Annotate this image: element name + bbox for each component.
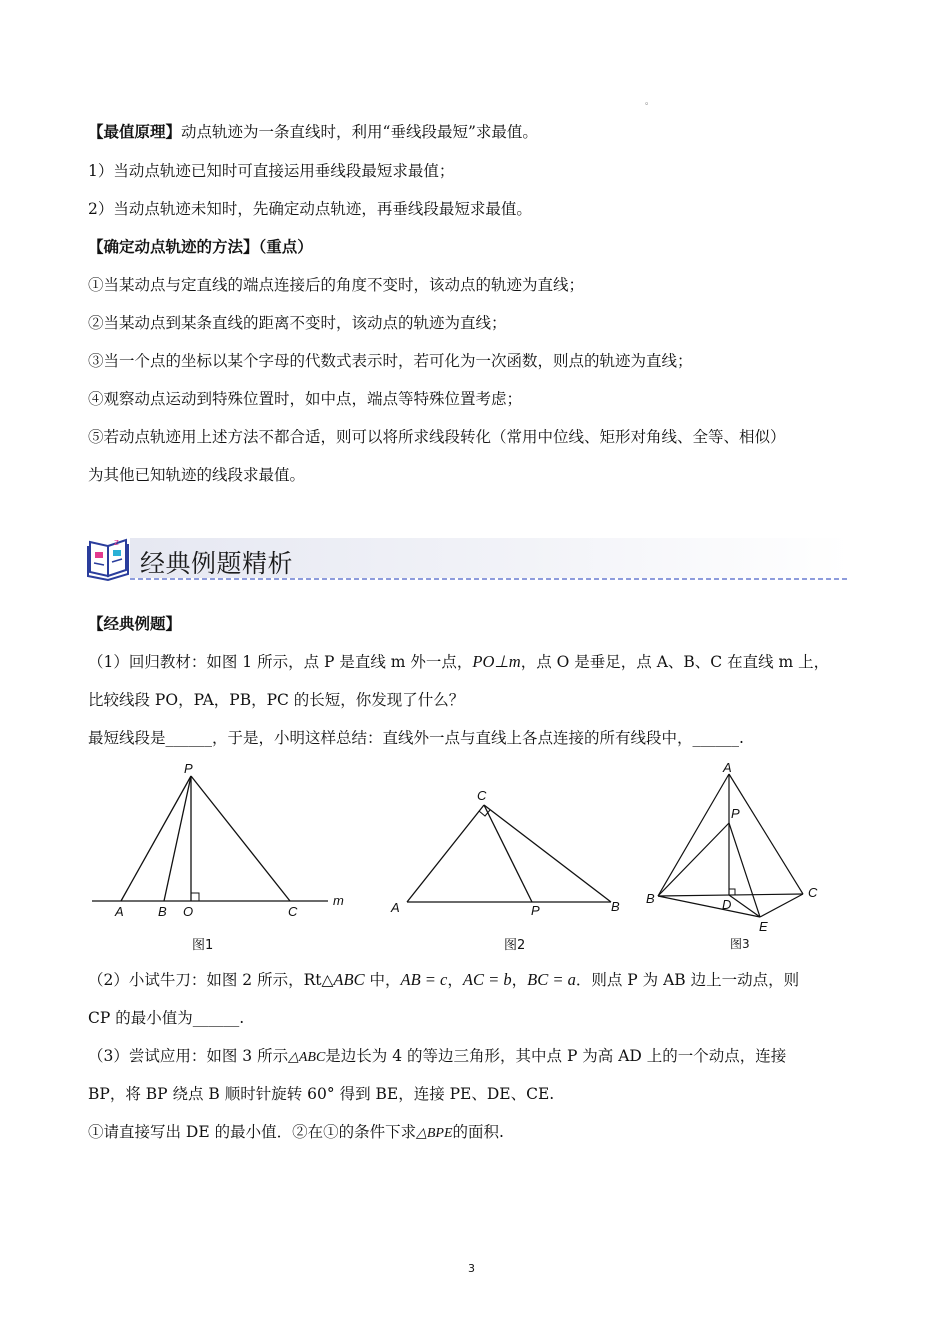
fig2-label-b: B [611, 899, 620, 914]
fig1-label-m: m [333, 893, 344, 908]
q1-text-b: ，点 O 是垂足，点 A、B、C 在直线 m 上， [520, 653, 830, 671]
q2-sep-1: ， [447, 971, 463, 989]
figure-1-caption: 图1 [192, 938, 214, 953]
q3-text-b: 是边长为 4 的等边三角形，其中点 P 为高 AD 上的一个动点，连接 [325, 1047, 787, 1065]
principle-label: 【最值原理】 [88, 123, 182, 141]
method-item-1: ①当某动点与定直线的端点连接后的角度不变时，该动点的轨迹为直线； [88, 276, 585, 294]
fig3-label-c: C [808, 885, 818, 900]
q3-line-1 [88, 1046, 786, 1068]
q2-formula-1: AB = c [400, 970, 448, 989]
fig1-label-p: P [184, 761, 193, 776]
book-icon [88, 538, 128, 580]
q1-formula: PO⊥m [472, 652, 521, 671]
q2-abc: ABC [333, 970, 365, 989]
figure-1 [88, 760, 358, 930]
fig3-label-e: E [759, 919, 768, 934]
fig3-label-b: B [646, 891, 655, 906]
figure-2 [385, 784, 635, 924]
q2-line-1 [88, 970, 799, 990]
page-number: 3 [468, 1262, 475, 1275]
q1-text-a: （1）回归教材：如图 1 所示，点 P 是直线 m 外一点， [88, 653, 473, 671]
method-item-4: ④观察动点运动到特殊位置时，如中点，端点等特殊位置考虑； [88, 390, 523, 408]
q3-text-c: ①请直接写出 DE 的最小值．②在①的条件下求 [88, 1123, 417, 1141]
q2-zhong: 中， [364, 971, 401, 989]
method-label: 【确定动点轨迹的方法】（重点） [88, 238, 313, 256]
fig3-label-d: D [722, 897, 732, 912]
q3-text-d: 的面积. [452, 1123, 504, 1141]
q2-formula-3: BC = a [527, 970, 576, 989]
method-item-5-cont: 为其他已知轨迹的线段求最值。 [88, 466, 306, 484]
fig1-label-a: A [115, 904, 124, 919]
fig1-label-c: C [288, 904, 298, 919]
method-item-5: ⑤若动点轨迹用上述方法不都合适，则可以将所求线段转化（常用中位线、矩形对角线、全等、相似） [88, 428, 786, 446]
q2-line-2: CP 的最小值为______. [88, 1009, 245, 1027]
principle-line [88, 122, 538, 142]
q3-line-3 [88, 1122, 504, 1144]
principle-item-1: 1）当动点轨迹已知时可直接运用垂线段最短求最值； [88, 162, 455, 180]
fig1-label-o: O [183, 904, 194, 919]
fig3-label-p: P [731, 806, 740, 821]
q1-line-2: 比较线段 PO，PA，PB，PC 的长短，你发现了什么？ [88, 691, 465, 709]
fig1-label-b: B [158, 904, 167, 919]
figure-3-caption: 图3 [730, 937, 750, 951]
q3-line-2: BP，将 BP 绕点 B 顺时针旋转 60° 得到 BE，连接 PE、DE、CE. [88, 1085, 555, 1103]
q2-rt: Rt△ [303, 971, 334, 989]
method-item-2: ②当某动点到某条直线的距离不变时，该动点的轨迹为直线； [88, 314, 507, 332]
q1-line-3: 最短线段是______，于是，小明这样总结：直线外一点与直线上各点连接的所有线段中，______. [88, 729, 744, 747]
principle-text: 动点轨迹为一条直线时，利用“垂线段最短”求最值。 [181, 123, 538, 141]
q2-formula-2: AC = b [462, 970, 512, 989]
q3-triangle: △ABC [288, 1050, 326, 1065]
method-item-3: ③当一个点的坐标以某个字母的代数式表示时，若可化为一次函数，则点的轨迹为直线； [88, 352, 693, 370]
figure-3 [642, 760, 832, 940]
fig2-label-a: A [391, 900, 400, 915]
example-label: 【经典例题】 [88, 615, 182, 633]
svg-text:z: z [114, 538, 119, 548]
figure-2-caption: 图2 [504, 938, 526, 953]
q3-triangle-2: △BPE [416, 1126, 453, 1141]
principle-item-2: 2）当动点轨迹未知时，先确定动点轨迹，再垂线段最短求最值。 [88, 200, 532, 218]
q2-sep-2: ， [511, 971, 528, 989]
q2-text-b: ．则点 P 为 AB 边上一动点，则 [575, 971, 800, 989]
q2-text-a: （2）小试牛刀：如图 2 所示， [88, 971, 304, 989]
q3-text-a: （3）尝试应用：如图 3 所示 [88, 1047, 289, 1065]
fig3-label-a: A [723, 760, 732, 775]
section-title: 经典例题精析 [140, 549, 294, 578]
fig2-label-p: P [531, 903, 540, 918]
header-mark: 。 [645, 97, 655, 107]
fig2-label-c: C [477, 788, 487, 803]
q1-line-1 [88, 652, 829, 672]
